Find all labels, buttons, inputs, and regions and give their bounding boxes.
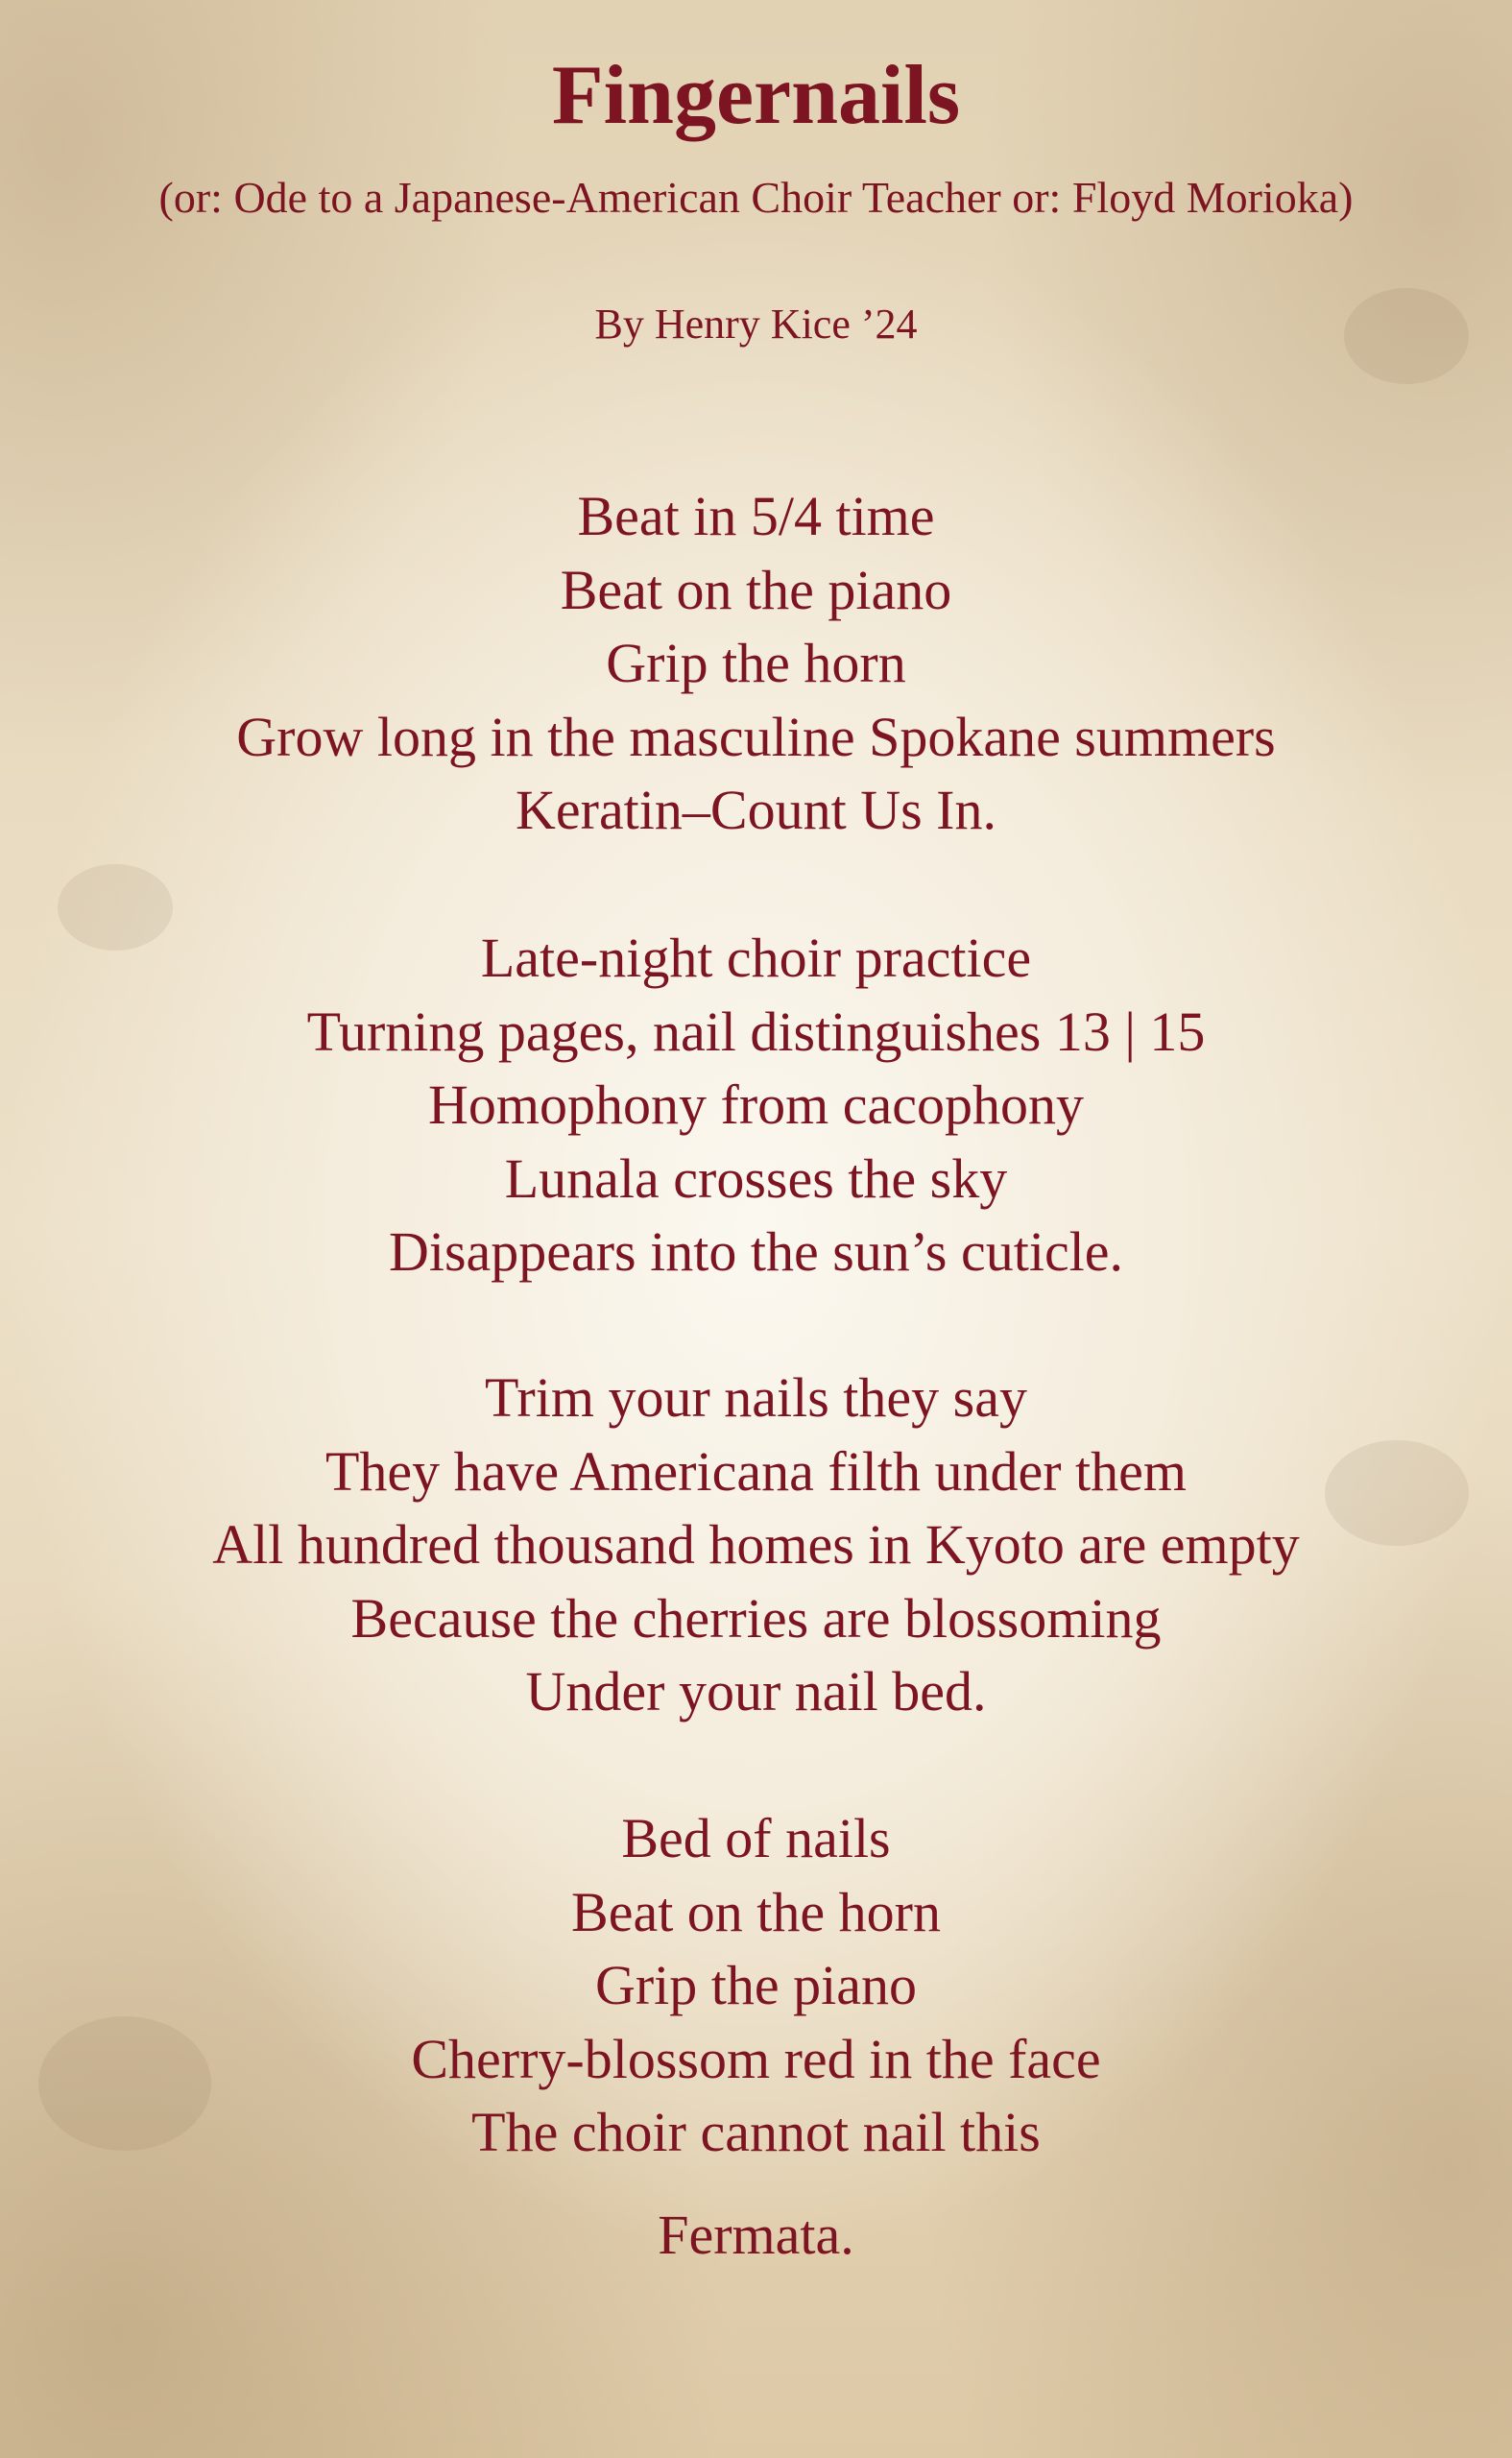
poem-line: Grip the horn (606, 632, 906, 694)
stanza-4 (0, 1802, 1512, 2170)
poem-line: All hundred thousand homes in Kyoto are empty (212, 1513, 1300, 1576)
poem-line: Because the cherries are blossoming (350, 1586, 1162, 1650)
poem-byline: By Henry Kice ’24 (594, 301, 918, 348)
poem-line: Homophony from cacophony (428, 1073, 1084, 1136)
poem-line: Keratin–Count Us In. (516, 779, 996, 841)
stanza-1 (0, 480, 1512, 848)
poem-line: Disappears into the sun’s cuticle. (388, 1220, 1124, 1283)
poem-line: Beat on the horn (571, 1880, 941, 1943)
poem-line: They have Americana filth under them (324, 1439, 1188, 1503)
poem-line: Lunala crosses the sky (504, 1146, 1008, 1210)
poem-line: Beat on the piano (560, 558, 952, 621)
poem-title: Fingernails (551, 49, 961, 142)
poem-line: Bed of nails (621, 1807, 891, 1869)
poem-line: Grip the piano (594, 1954, 918, 2016)
poem-line: The choir cannot nail this (471, 2101, 1041, 2163)
poem-line: Under your nail bed. (525, 1660, 987, 1723)
poem-line: Turning pages, nail distinguishes 13 | 15 (306, 1000, 1206, 1063)
poem-line: Cherry-blossom red in the face (411, 2027, 1101, 2090)
poem-closing-line: Fermata. (658, 2204, 854, 2266)
poem-line: Late-night choir practice (480, 927, 1032, 989)
stanza-3 (0, 1362, 1512, 1729)
poem-line: Grow long in the masculine Spokane summers (236, 705, 1276, 768)
poem-line: Trim your nails they say (485, 1366, 1027, 1429)
stanza-2 (0, 922, 1512, 1289)
poem-subtitle: (or: Ode to a Japanese-American Choir Teacher or: Floyd Morioka) (158, 173, 1354, 222)
poem-line: Beat in 5/4 time (577, 485, 935, 547)
